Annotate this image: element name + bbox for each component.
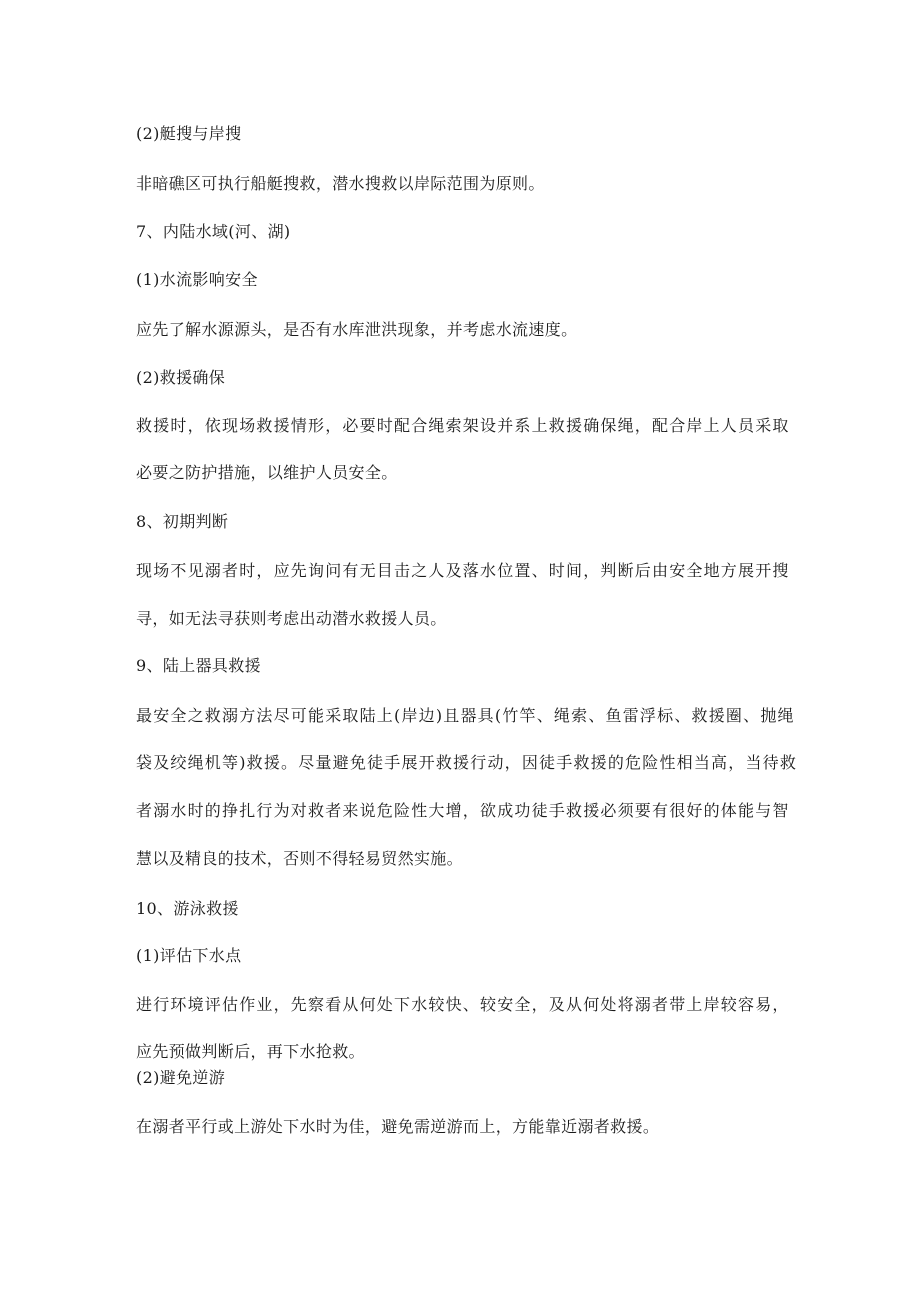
paragraph-line: 最安全之救溺方法尽可能采取陆上(岸边)且器具(竹竿、绳索、鱼雷浮标、救援圈、抛绳 — [136, 706, 795, 725]
paragraph-line: 现场不见溺者时，应先询问有无目击之人及落水位置、时间，判断后由安全地方展开搜 — [136, 561, 790, 580]
paragraph-line: 在溺者平行或上游处下水时为佳，避免需逆游而上，方能靠近溺者救援。 — [136, 1117, 660, 1136]
section-heading-initial-judgment: 8、初期判断 — [136, 512, 229, 531]
section-heading-inland-waters: 7、内陆水域(河、湖) — [136, 222, 291, 241]
section-heading-land-equipment-rescue: 9、陆上器具救援 — [136, 656, 261, 675]
paragraph-line: 必要之防护措施，以维护人员安全。 — [136, 463, 398, 482]
paragraph-line: 寻，如无法寻获则考虑出动潜水救援人员。 — [136, 609, 447, 628]
paragraph-line: 救援时，依现场救援情形，必要时配合绳索架设并系上救援确保绳，配合岸上人员采取 — [136, 416, 790, 435]
subheading-assess-entry-point: (1)评估下水点 — [136, 946, 242, 965]
paragraph-line: 慧以及精良的技术，否则不得轻易贸然实施。 — [136, 849, 464, 868]
section-heading-swimming-rescue: 10、游泳救援 — [136, 899, 239, 918]
subheading-rescue-belay: (2)救援确保 — [136, 368, 226, 387]
paragraph-line: 袋及绞绳机等)救援。尽量避免徒手展开救援行动，因徒手救援的危险性相当高，当待救 — [136, 753, 798, 772]
paragraph-line: 进行环境评估作业，先察看从何处下水较快、较安全，及从何处将溺者带上岸较容易， — [136, 995, 790, 1014]
subheading-avoid-upstream-swim: (2)避免逆游 — [136, 1068, 226, 1087]
subheading-boat-shore-search: (2)艇搜与岸搜 — [136, 124, 242, 143]
subheading-water-flow-safety: (1)水流影响安全 — [136, 270, 258, 289]
paragraph-line: 应先预做判断后，再下水抢救。 — [136, 1042, 365, 1061]
paragraph-line: 非暗礁区可执行船艇搜救，潜水搜救以岸际范围为原则。 — [136, 174, 545, 193]
paragraph-line: 应先了解水源源头，是否有水库泄洪现象，并考虑水流速度。 — [136, 320, 578, 339]
paragraph-line: 者溺水时的挣扎行为对救者来说危险性大增，欲成功徒手救援必须要有很好的体能与智 — [136, 801, 790, 820]
